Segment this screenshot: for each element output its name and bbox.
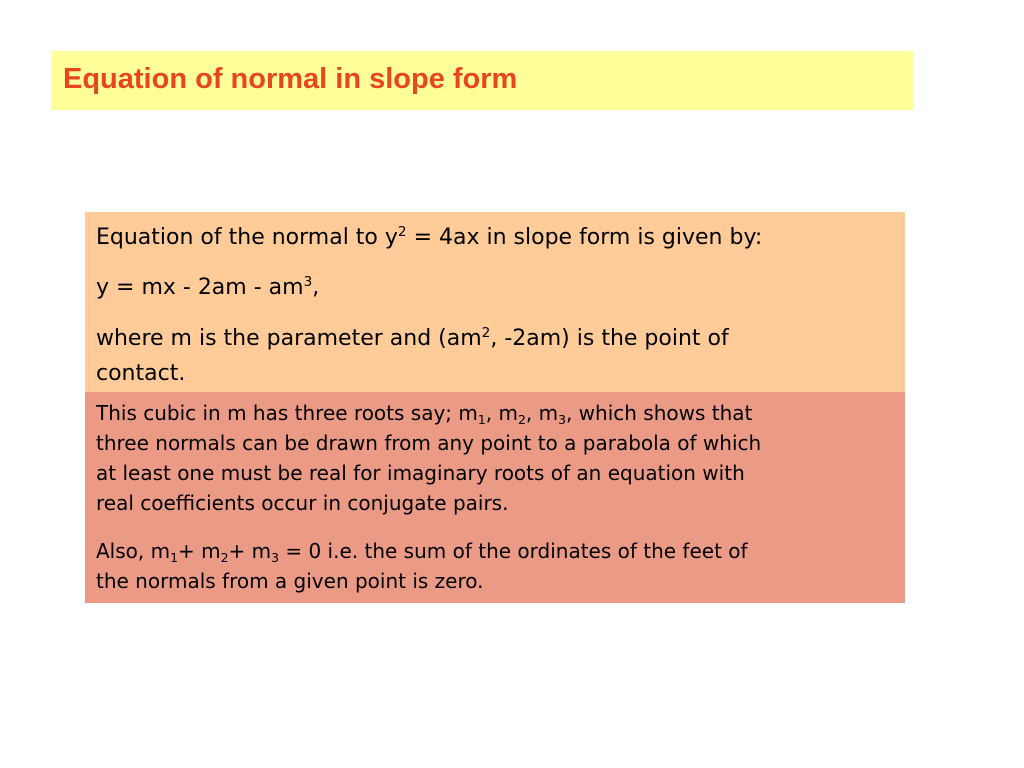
- cubic-text-d: , which shows that: [565, 401, 753, 425]
- exponent-2: 2: [481, 324, 491, 341]
- normal-equation: [96, 270, 319, 305]
- subscript-3: 3: [271, 549, 279, 565]
- definition-box: [85, 212, 905, 392]
- equation-comma: ,: [312, 275, 320, 300]
- subscript-1: 1: [170, 549, 178, 565]
- parameter-text-end: , -2am) is the point of: [490, 326, 729, 351]
- exponent-2: 2: [397, 223, 407, 240]
- exponent-3: 3: [303, 273, 313, 290]
- sum-text-a: Also, m: [96, 539, 171, 563]
- parameter-line-2: contact.: [96, 361, 186, 386]
- cubic-line-2: three normals can be drawn from any point to a parabola of which: [96, 431, 762, 455]
- parameter-explanation: [96, 321, 729, 391]
- cubic-line-3: at least one must be real for imaginary roots of an equation with: [96, 461, 745, 485]
- subscript-2: 2: [220, 549, 229, 565]
- normal-equation-intro: [96, 220, 762, 255]
- cubic-line-1: [96, 398, 892, 428]
- cubic-text-c: , m: [525, 401, 559, 425]
- sum-line-2: the normals from a given point is zero.: [96, 569, 484, 593]
- parameter-line-1: [96, 321, 729, 356]
- cubic-line-4: real coefficients occur in conjugate pairs.: [96, 491, 509, 515]
- title-bar: [51, 51, 913, 110]
- sum-line-1: [96, 536, 892, 566]
- intro-text-start: Equation of the normal to y: [96, 225, 398, 250]
- equation-text: y = mx - 2am - am: [96, 275, 304, 300]
- subscript-2: 2: [517, 411, 526, 427]
- sum-of-ordinates-paragraph: [96, 536, 892, 596]
- subscript-1: 1: [477, 411, 486, 427]
- cubic-text-a: This cubic in m has three roots say; m: [96, 401, 478, 425]
- parameter-text-start: where m is the parameter and (am: [96, 326, 482, 351]
- slide-title: Equation of normal in slope form: [63, 63, 518, 95]
- sum-text-c: + m: [228, 539, 272, 563]
- cubic-roots-paragraph: [96, 398, 892, 518]
- intro-text-end: = 4ax in slope form is given by:: [406, 225, 763, 250]
- cubic-text-b: , m: [485, 401, 518, 425]
- sum-text-b: + m: [177, 539, 221, 563]
- subscript-3: 3: [558, 411, 566, 427]
- roots-box: [85, 392, 905, 603]
- sum-text-d: = 0 i.e. the sum of the ordinates of the feet of: [278, 539, 748, 563]
